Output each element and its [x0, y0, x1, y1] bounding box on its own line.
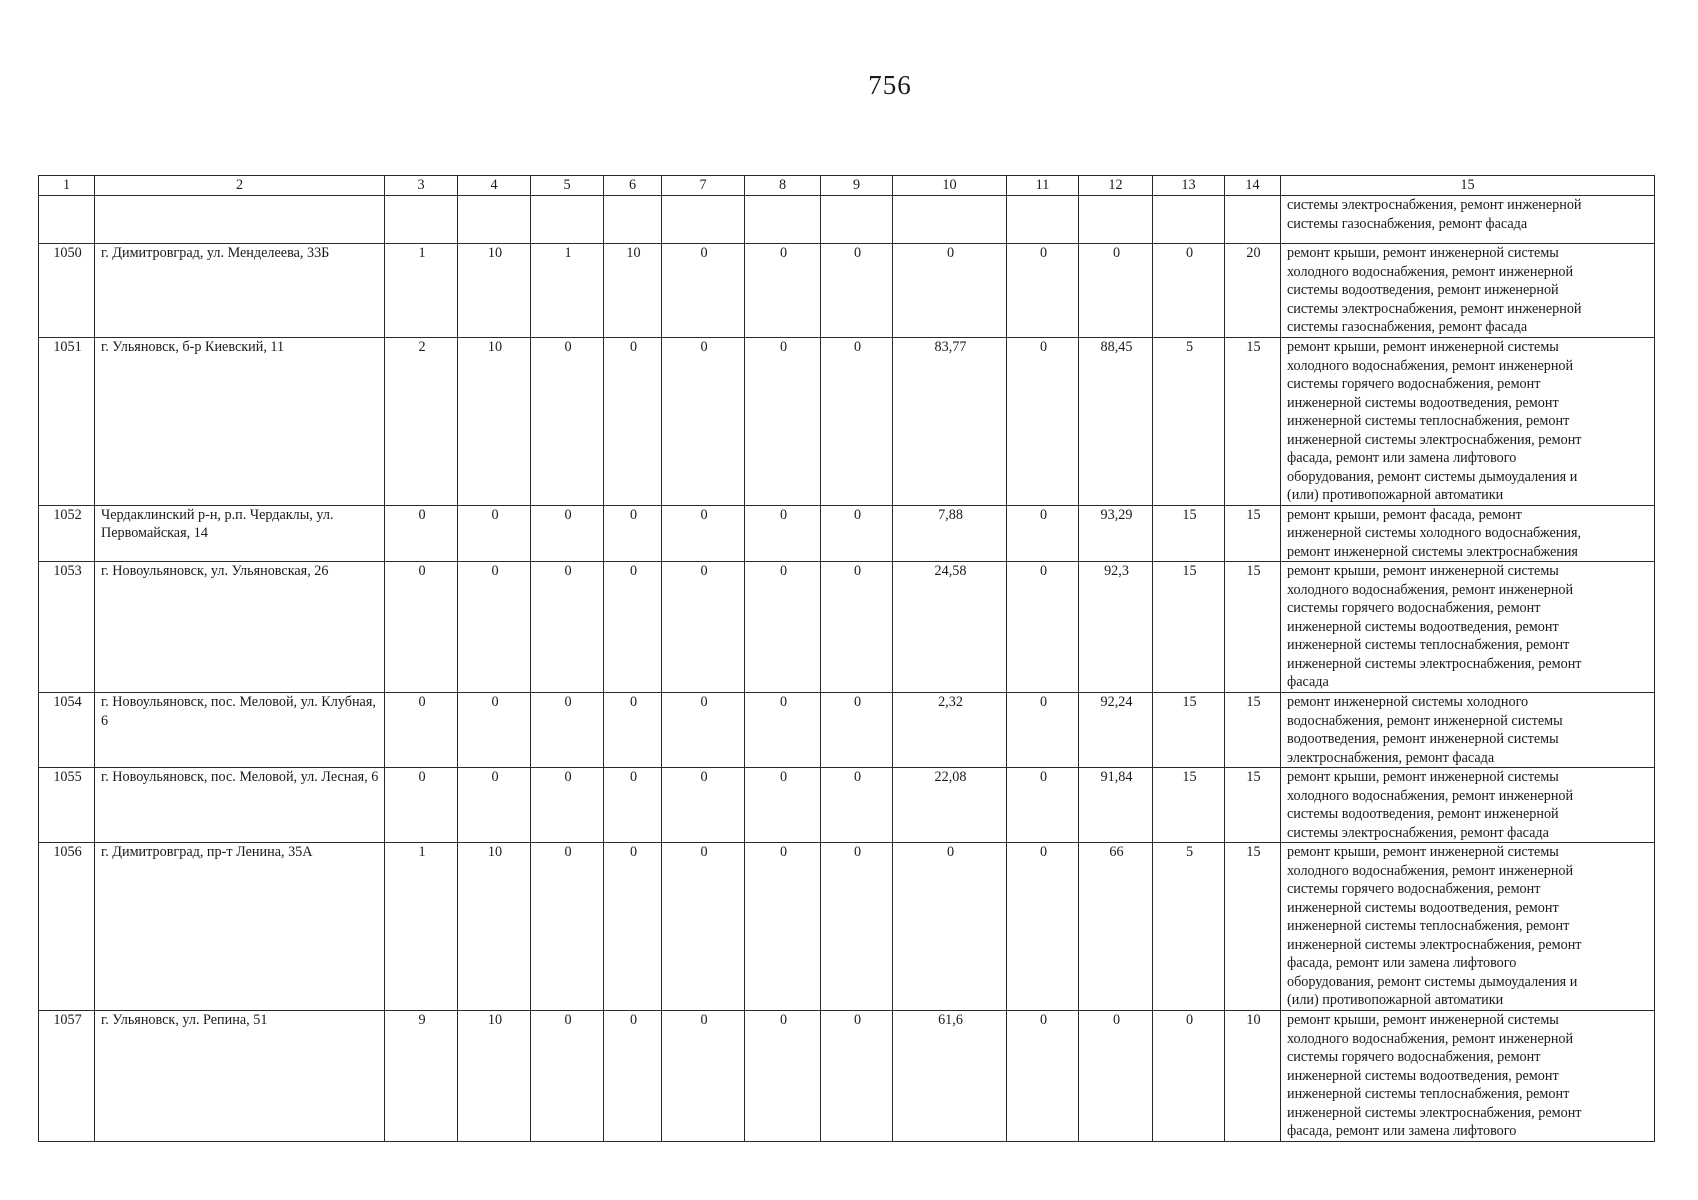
value-cell-col-10: [893, 196, 1007, 244]
value-cell-col-8: 0: [745, 338, 821, 506]
column-header-8: 8: [745, 176, 821, 196]
value-cell-col-3: 1: [385, 843, 458, 1011]
row-number-cell: [39, 196, 95, 244]
value-cell-col-8: 0: [745, 843, 821, 1011]
value-cell-col-5: [531, 196, 604, 244]
value-cell-col-9: 0: [821, 693, 893, 768]
repair-works-cell: ремонт крыши, ремонт инженерной системы холодного водоснабжения, ремонт инженерной системы горячего водоснабжения, ремонт инженерной системы водоотведения, ремонт инженерной системы теплоснабжения, ремонт инженерной системы электроснабжения, ремонт фасада: [1281, 562, 1655, 693]
value-cell-col-10: 0: [893, 244, 1007, 338]
value-cell-col-8: 0: [745, 1011, 821, 1142]
value-cell-col-9: 0: [821, 562, 893, 693]
value-cell-col-4: 0: [458, 562, 531, 693]
value-cell-col-10: 7,88: [893, 505, 1007, 562]
table-row: [39, 338, 1655, 506]
value-cell-col-6: 0: [604, 843, 662, 1011]
value-cell-col-4: 10: [458, 843, 531, 1011]
value-cell-col-3: 0: [385, 693, 458, 768]
value-cell-col-9: 0: [821, 768, 893, 843]
value-cell-col-4: 0: [458, 693, 531, 768]
value-cell-col-8: 0: [745, 244, 821, 338]
value-cell-col-8: 0: [745, 562, 821, 693]
value-cell-col-6: 0: [604, 338, 662, 506]
value-cell-col-8: 0: [745, 768, 821, 843]
value-cell-col-9: 0: [821, 338, 893, 506]
column-header-15: 15: [1281, 176, 1655, 196]
repair-works-cell: ремонт крыши, ремонт инженерной системы холодного водоснабжения, ремонт инженерной системы водоотведения, ремонт инженерной системы электроснабжения, ремонт инженерной системы газоснабжения, ремонт фасада: [1281, 244, 1655, 338]
value-cell-col-14: 15: [1225, 693, 1281, 768]
value-cell-col-11: 0: [1007, 338, 1079, 506]
value-cell-col-11: 0: [1007, 843, 1079, 1011]
value-cell-col-12: 93,29: [1079, 505, 1153, 562]
column-header-14: 14: [1225, 176, 1281, 196]
row-number-cell: 1054: [39, 693, 95, 768]
column-header-3: 3: [385, 176, 458, 196]
page-number: 756: [868, 70, 912, 100]
value-cell-col-11: 0: [1007, 1011, 1079, 1142]
value-cell-col-4: 0: [458, 505, 531, 562]
value-cell-col-11: 0: [1007, 505, 1079, 562]
value-cell-col-6: 0: [604, 562, 662, 693]
row-number-cell: 1055: [39, 768, 95, 843]
table-body: [39, 196, 1655, 1142]
value-cell-col-4: 0: [458, 768, 531, 843]
value-cell-col-14: 15: [1225, 338, 1281, 506]
table-row: [39, 244, 1655, 338]
value-cell-col-13: 15: [1153, 505, 1225, 562]
value-cell-col-3: 2: [385, 338, 458, 506]
registry-table: [38, 175, 1655, 1142]
value-cell-col-10: 24,58: [893, 562, 1007, 693]
value-cell-col-12: 0: [1079, 244, 1153, 338]
table-row: [39, 843, 1655, 1011]
repair-works-cell: ремонт инженерной системы холодного водоснабжения, ремонт инженерной системы водоотведения, ремонт инженерной системы электроснабжения, ремонт фасада: [1281, 693, 1655, 768]
value-cell-col-10: 0: [893, 843, 1007, 1011]
value-cell-col-10: 22,08: [893, 768, 1007, 843]
address-cell: г. Димитровград, ул. Менделеева, 33Б: [95, 244, 385, 338]
value-cell-col-6: 0: [604, 693, 662, 768]
value-cell-col-14: 15: [1225, 505, 1281, 562]
value-cell-col-6: [604, 196, 662, 244]
value-cell-col-14: [1225, 196, 1281, 244]
column-header-10: 10: [893, 176, 1007, 196]
value-cell-col-13: [1153, 196, 1225, 244]
row-number-cell: 1053: [39, 562, 95, 693]
value-cell-col-13: 0: [1153, 1011, 1225, 1142]
value-cell-col-11: 0: [1007, 562, 1079, 693]
table-row: [39, 693, 1655, 768]
address-cell: [95, 196, 385, 244]
column-number-header: [39, 176, 1655, 196]
column-header-5: 5: [531, 176, 604, 196]
value-cell-col-7: 0: [662, 1011, 745, 1142]
column-header-2: 2: [95, 176, 385, 196]
repair-works-cell: ремонт крыши, ремонт инженерной системы холодного водоснабжения, ремонт инженерной системы водоотведения, ремонт инженерной системы электроснабжения, ремонт фасада: [1281, 768, 1655, 843]
column-header-13: 13: [1153, 176, 1225, 196]
value-cell-col-7: 0: [662, 768, 745, 843]
value-cell-col-3: 0: [385, 562, 458, 693]
column-header-9: 9: [821, 176, 893, 196]
address-cell: г. Новоульяновск, ул. Ульяновская, 26: [95, 562, 385, 693]
value-cell-col-5: 0: [531, 505, 604, 562]
value-cell-col-12: 88,45: [1079, 338, 1153, 506]
value-cell-col-9: 0: [821, 244, 893, 338]
address-cell: г. Новоульяновск, пос. Меловой, ул. Клубная, 6: [95, 693, 385, 768]
value-cell-col-7: 0: [662, 505, 745, 562]
value-cell-col-12: 66: [1079, 843, 1153, 1011]
value-cell-col-8: 0: [745, 505, 821, 562]
repair-works-cell: ремонт крыши, ремонт инженерной системы холодного водоснабжения, ремонт инженерной системы горячего водоснабжения, ремонт инженерной системы водоотведения, ремонт инженерной системы теплоснабжения, ремонт инженерной системы электроснабжения, ремонт фасада, ремонт или замена лифтового оборудования, ремонт системы дымоудаления и (или) противопожарной автоматики: [1281, 338, 1655, 506]
repair-works-cell: ремонт крыши, ремонт фасада, ремонт инженерной системы холодного водоснабжения, ремонт инженерной системы электроснабжения: [1281, 505, 1655, 562]
table-row: [39, 505, 1655, 562]
value-cell-col-4: 10: [458, 244, 531, 338]
value-cell-col-11: 0: [1007, 693, 1079, 768]
column-header-12: 12: [1079, 176, 1153, 196]
address-cell: г. Ульяновск, б-р Киевский, 11: [95, 338, 385, 506]
table-row: [39, 196, 1655, 244]
row-number-cell: 1052: [39, 505, 95, 562]
value-cell-col-7: 0: [662, 843, 745, 1011]
row-number-cell: 1057: [39, 1011, 95, 1142]
value-cell-col-8: [745, 196, 821, 244]
table-row: [39, 562, 1655, 693]
value-cell-col-7: 0: [662, 562, 745, 693]
value-cell-col-5: 0: [531, 843, 604, 1011]
value-cell-col-9: [821, 196, 893, 244]
value-cell-col-6: 0: [604, 1011, 662, 1142]
value-cell-col-6: 0: [604, 505, 662, 562]
repair-works-cell: системы электроснабжения, ремонт инженерной системы газоснабжения, ремонт фасада: [1281, 196, 1655, 244]
value-cell-col-5: 0: [531, 338, 604, 506]
value-cell-col-12: 91,84: [1079, 768, 1153, 843]
column-header-7: 7: [662, 176, 745, 196]
value-cell-col-12: 92,3: [1079, 562, 1153, 693]
value-cell-col-5: 0: [531, 1011, 604, 1142]
value-cell-col-4: [458, 196, 531, 244]
value-cell-col-6: 0: [604, 768, 662, 843]
value-cell-col-11: 0: [1007, 768, 1079, 843]
value-cell-col-14: 15: [1225, 843, 1281, 1011]
value-cell-col-3: [385, 196, 458, 244]
value-cell-col-3: 0: [385, 505, 458, 562]
value-cell-col-8: 0: [745, 693, 821, 768]
value-cell-col-11: 0: [1007, 244, 1079, 338]
value-cell-col-12: [1079, 196, 1153, 244]
address-cell: г. Димитровград, пр-т Ленина, 35А: [95, 843, 385, 1011]
value-cell-col-13: 15: [1153, 693, 1225, 768]
column-header-4: 4: [458, 176, 531, 196]
value-cell-col-3: 9: [385, 1011, 458, 1142]
row-number-cell: 1056: [39, 843, 95, 1011]
value-cell-col-5: 0: [531, 768, 604, 843]
table-row: [39, 768, 1655, 843]
value-cell-col-7: 0: [662, 244, 745, 338]
value-cell-col-7: [662, 196, 745, 244]
value-cell-col-5: 0: [531, 693, 604, 768]
row-number-cell: 1051: [39, 338, 95, 506]
value-cell-col-6: 10: [604, 244, 662, 338]
value-cell-col-10: 2,32: [893, 693, 1007, 768]
value-cell-col-13: 15: [1153, 562, 1225, 693]
value-cell-col-5: 0: [531, 562, 604, 693]
value-cell-col-9: 0: [821, 843, 893, 1011]
value-cell-col-14: 20: [1225, 244, 1281, 338]
column-header-11: 11: [1007, 176, 1079, 196]
value-cell-col-13: 15: [1153, 768, 1225, 843]
value-cell-col-12: 92,24: [1079, 693, 1153, 768]
repair-works-cell: ремонт крыши, ремонт инженерной системы холодного водоснабжения, ремонт инженерной системы горячего водоснабжения, ремонт инженерной системы водоотведения, ремонт инженерной системы теплоснабжения, ремонт инженерной системы электроснабжения, ремонт фасада, ремонт или замена лифтового: [1281, 1011, 1655, 1142]
value-cell-col-9: 0: [821, 505, 893, 562]
value-cell-col-7: 0: [662, 693, 745, 768]
value-cell-col-9: 0: [821, 1011, 893, 1142]
value-cell-col-3: 0: [385, 768, 458, 843]
address-cell: г. Новоульяновск, пос. Меловой, ул. Лесная, 6: [95, 768, 385, 843]
value-cell-col-11: [1007, 196, 1079, 244]
value-cell-col-14: 15: [1225, 562, 1281, 693]
address-cell: г. Ульяновск, ул. Репина, 51: [95, 1011, 385, 1142]
repair-works-cell: ремонт крыши, ремонт инженерной системы холодного водоснабжения, ремонт инженерной системы горячего водоснабжения, ремонт инженерной системы водоотведения, ремонт инженерной системы теплоснабжения, ремонт инженерной системы электроснабжения, ремонт фасада, ремонт или замена лифтового оборудования, ремонт системы дымоудаления и (или) противопожарной автоматики: [1281, 843, 1655, 1011]
value-cell-col-12: 0: [1079, 1011, 1153, 1142]
address-cell: Чердаклинский р-н, р.п. Чердаклы, ул. Первомайская, 14: [95, 505, 385, 562]
value-cell-col-4: 10: [458, 338, 531, 506]
value-cell-col-5: 1: [531, 244, 604, 338]
table-row: [39, 1011, 1655, 1142]
value-cell-col-10: 61,6: [893, 1011, 1007, 1142]
value-cell-col-14: 10: [1225, 1011, 1281, 1142]
column-header-6: 6: [604, 176, 662, 196]
value-cell-col-13: 0: [1153, 244, 1225, 338]
value-cell-col-7: 0: [662, 338, 745, 506]
header-row: [39, 176, 1655, 196]
value-cell-col-13: 5: [1153, 338, 1225, 506]
column-header-1: 1: [39, 176, 95, 196]
value-cell-col-14: 15: [1225, 768, 1281, 843]
value-cell-col-13: 5: [1153, 843, 1225, 1011]
row-number-cell: 1050: [39, 244, 95, 338]
value-cell-col-3: 1: [385, 244, 458, 338]
value-cell-col-4: 10: [458, 1011, 531, 1142]
value-cell-col-10: 83,77: [893, 338, 1007, 506]
